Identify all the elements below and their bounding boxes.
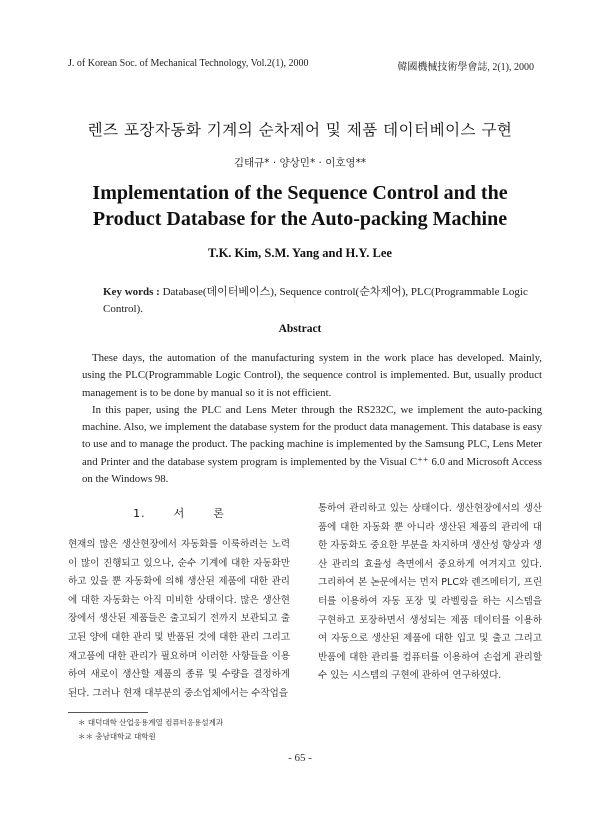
journal-header-right: 韓國機械技術學會誌, 2(1), 2000 (397, 62, 534, 73)
journal-header-left: J. of Korean Soc. of Mechanical Technology, Vol.2(1), 2000 (68, 58, 309, 69)
section-title-b: 론 (213, 507, 225, 520)
section-title-a: 서 (173, 507, 186, 520)
body-column-right (318, 500, 542, 686)
english-authors: T.K. Kim, S.M. Yang and H.Y. Lee (208, 246, 392, 260)
english-title-line2: Product Database for the Auto-packing Machine (92, 208, 508, 230)
english-title-line1: Implementation of the Sequence Control and the (92, 182, 508, 204)
korean-authors: 김태규* · 양상민* · 이호영** (233, 157, 367, 169)
page-number: - 65 - (288, 752, 312, 764)
korean-title: 렌즈 포장자동화 기계의 순차제어 및 제품 데이터베이스 구현 (87, 121, 513, 139)
abstract-body (82, 350, 542, 488)
body-text-right: 통하여 관리하고 있는 상태이다. 생산현장에서의 생산품에 대한 자동화 뿐 아니라 생산된 제품의 관리에 대한 자동화도 중요한 부분을 차지하며 생산성 향상과 생산 관리의 효율성 측면에서 중요하게 여겨지고 있다. 그리하여 본 논문에서는 먼저 PLC와 렌즈메터기, 프린터를 이용하여 자동 포장 및 라벨링을 하는 시스템을 구현하고 포장하면서 생성되는 제품 데이터를 이용하여 자동으로 생산된 제품에 대한 입고 및 출고 그리고 반품에 대한 관리를 컴퓨터를 이용하여 손쉽게 관리할 수 있는 시스템의 구현에 관하여 연구하였다. (318, 503, 542, 682)
keywords (103, 284, 543, 318)
body-text-left: 현재의 많은 생산현장에서 자동화를 이룩하려는 노력이 많이 진행되고 있으나, 순수 기계에 대한 자동화만 하고 있을 뿐 자동화에 의해 생산된 제품에 대한 관리에 대한 자동화는 아직 미비한 상태이다. 많은 생산현장에서 생산된 제품들은 출고되기 전까지 보관되고 출고된 양에 대한 관리 및 반품된 것에 대한 관리 그리고 재고품에 대한 관리가 필요하며 이러한 사항들을 이용하여 새로이 생산할 제품의 종류 및 수량을 결정하게 된다. 그러나 현재 대부분의 중소업체에서는 수작업을 (68, 539, 290, 699)
section-heading (68, 505, 290, 521)
footnote-2: ＊＊ 충남대학교 대학원 (78, 732, 156, 741)
section-number: 1. (133, 507, 146, 520)
english-title (0, 180, 600, 232)
keywords-label: Key words : (103, 286, 160, 298)
abstract-heading: Abstract (278, 323, 322, 335)
footnote-1: ＊ 대덕대학 산업응용계열 컴퓨터응용설계과 (78, 718, 224, 727)
footnote-divider (68, 712, 148, 713)
body-column-left (68, 536, 290, 703)
abstract-paragraph-1: These days, the automation of the manufacturing system in the work place has developed. Mainly, using the PLC(Programmable Logic Control), the sequence control is implemented. But, usually product management is to be done by manual so it is not efficient. (82, 352, 542, 399)
keywords-text: Database(데이터베이스), Sequence control(순차제어), PLC(Programmable Logic Control). (103, 286, 528, 315)
abstract-paragraph-2: In this paper, using the PLC and Lens Meter through the RS232C, we implement the auto-packing machine. Also, we implement the database system for the product data management. This database is easy to use and to manage the product. The packing machine is implemented by the Samsung PLC, Lens Meter and Printer and the database system program is implemented by the Visual C⁺⁺ 6.0 and Microsoft Access on the Windows 98. (82, 403, 542, 486)
